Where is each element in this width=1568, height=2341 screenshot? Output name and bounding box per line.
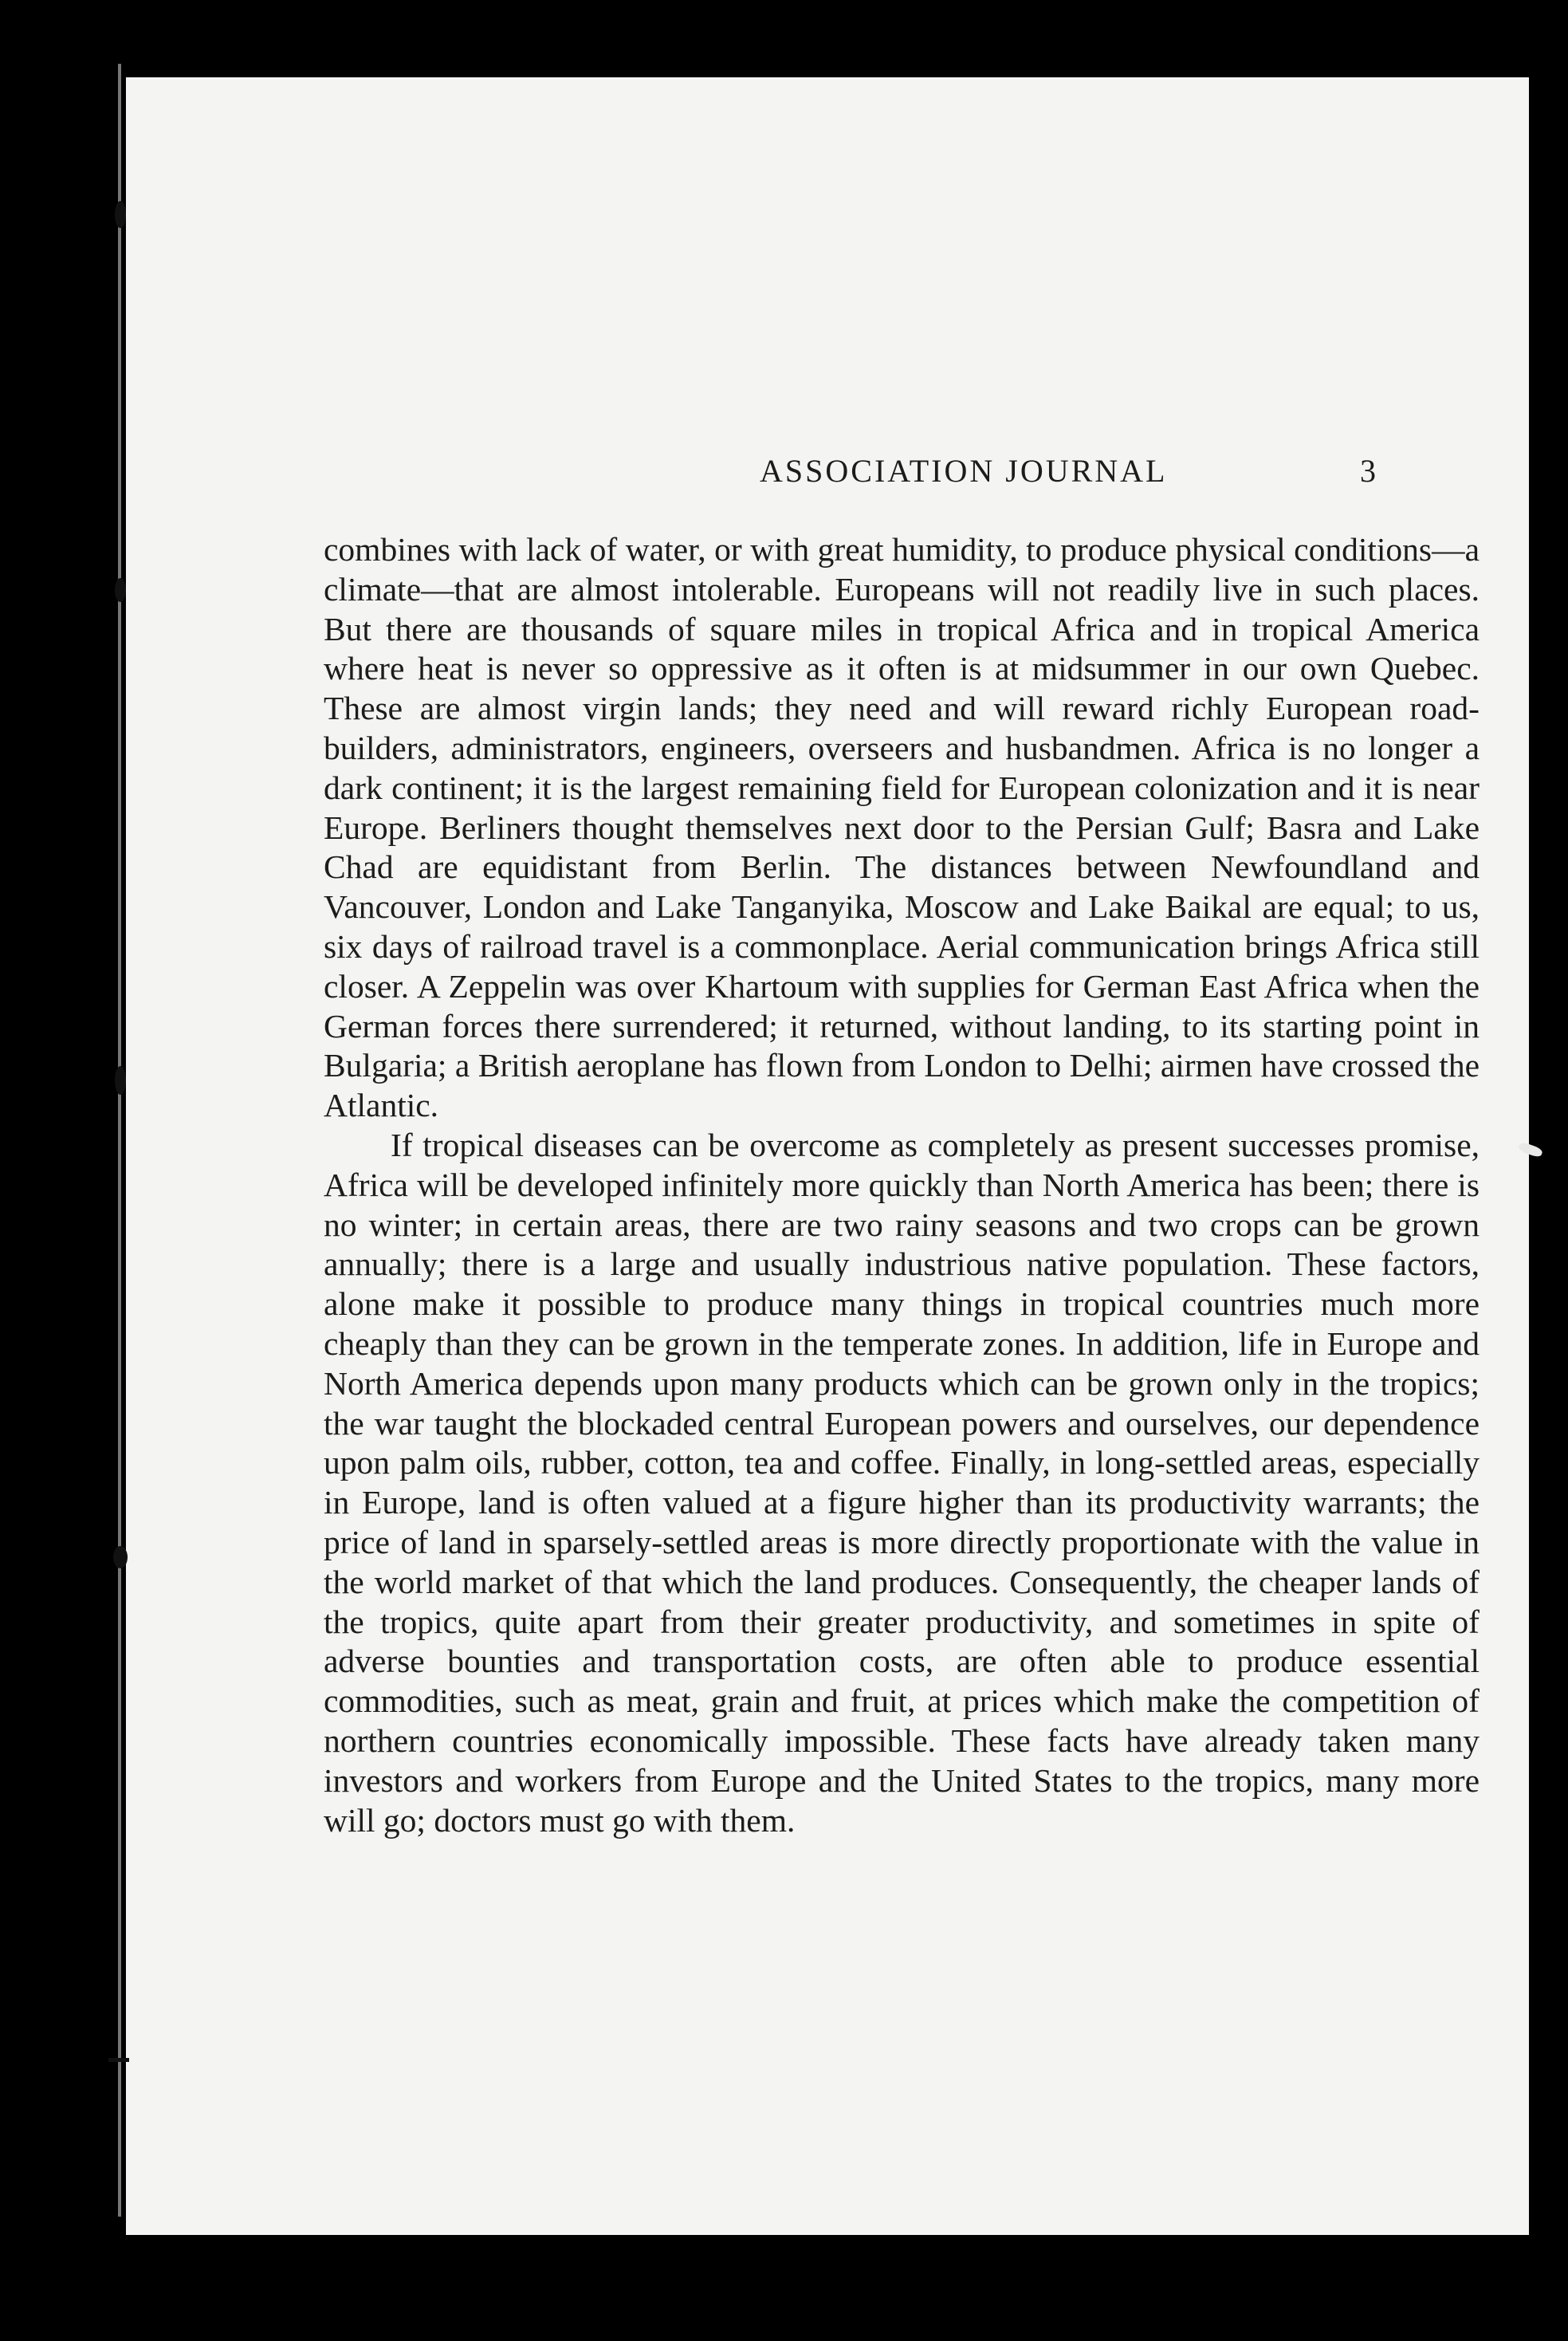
paragraph: combines with lack of water, or with great humidity, to produce physical conditions—a climate—that are almost intolerable. Europeans will not readily live in such places. But there are thousands of square miles in tropical Africa and in tropical America where heat is never so oppressive as it often is at midsummer in our own Quebec. These are almost virgin lands; they need and will reward richly European road-builders, administrators, engineers, overseers and husbandmen. Africa is no longer a dark continent; it is the largest remaining field for European colonization and it is near Europe. Berliners thought themselves next door to the Persian Gulf; Basra and Lake Chad are equidistant from Berlin. The distances between Newfoundland and Vancouver, London and Lake Tanganyika, Moscow and Lake Baikal are equal; to us, six days of railroad travel is a commonplace. Aerial communication brings Africa still closer. A Zeppelin was over Khartoum with supplies for German East Africa when the German forces there surrendered; it returned, without landing, to its starting point in Bulgaria; a British aeroplane has flown from London to Delhi; airmen have crossed the Atlantic. [324, 531, 1480, 1124]
body-text [324, 530, 1480, 1840]
scan-mark [115, 1066, 126, 1095]
scan-mark [115, 201, 126, 228]
paragraph: If tropical diseases can be overcome as completely as present successes promise, Africa will be developed infinitely more quickly than North America has been; there is no winter; in certain areas, there are two rainy seasons and two crops can be grown annually; there is a large and usually industrious native population. These factors, alone make it possible to produce many things in tropical countries much more cheaply than they can be grown in the temperate zones. In addition, life in Europe and North America depends upon many products which can be grown only in the tropics; the war taught the blockaded central European powers and ourselves, our dependence upon palm oils, rubber, cotton, tea and coffee. Finally, in long-settled areas, especially in Europe, land is often valued at a figure higher than its productivity warrants; the price of land in sparsely-settled areas is more directly proportionate with the value in the world market of that which the land produces. Consequently, the cheaper lands of the tropics, quite apart from their greater productivity, and sometimes in spite of adverse bounties and transportation costs, are often able to produce essential commodities, such as meat, grain and fruit, at prices which make the competition of northern countries economically impossible. These facts have already taken many investors and workers from Europe and the United States to the tropics, many more will go; doctors must go with them. [324, 1126, 1480, 1839]
scan-mark [113, 1546, 128, 1568]
scan-mark [115, 578, 126, 602]
scan-mark [108, 2058, 129, 2062]
binding-edge-line [118, 64, 121, 2217]
journal-page [126, 77, 1529, 2235]
page-number: 3 [1360, 453, 1376, 489]
page-header [126, 452, 1529, 500]
running-head: ASSOCIATION JOURNAL [760, 453, 1168, 489]
